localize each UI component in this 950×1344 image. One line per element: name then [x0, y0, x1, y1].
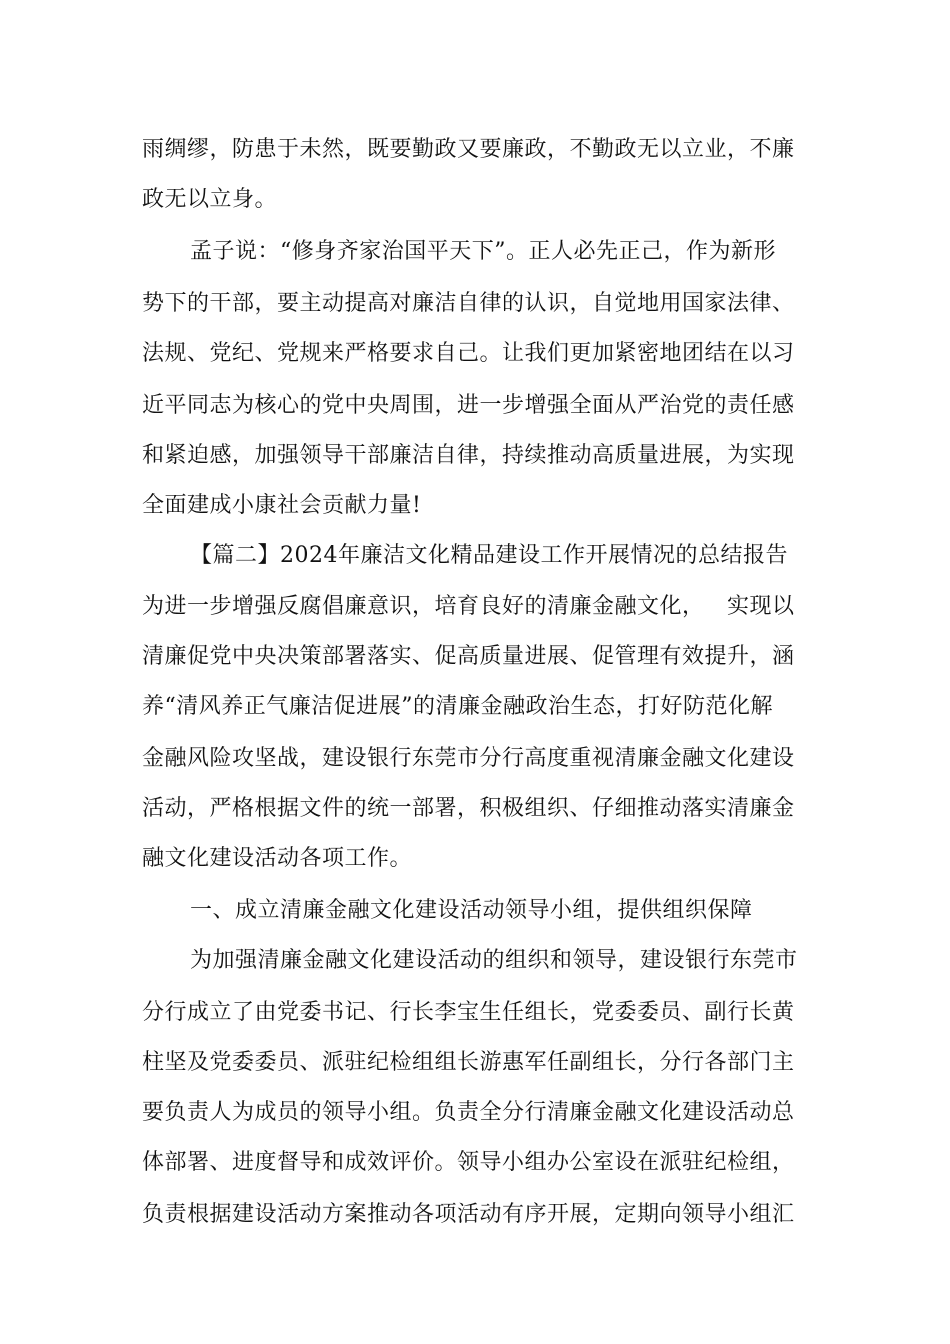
text-line: 为加强清廉金融文化建设活动的组织和领导，建设银行东莞市: [190, 948, 798, 973]
subsection-heading: 一、成立清廉金融文化建设活动领导小组，提供组织保障: [190, 898, 753, 923]
text-line: 孟子说：“修身齐家治国平天下”。正人必先正己，作为新形: [190, 239, 776, 264]
text-line: 势下的干部，要主动提高对廉洁自律的认识，自觉地用国家法律、: [142, 291, 795, 316]
text-line: 法规、党纪、党规来严格要求自己。让我们更加紧密地团结在以习: [142, 341, 795, 366]
text-line: 融文化建设活动各项工作。: [142, 846, 413, 871]
text-line: 柱坚及党委委员、派驻纪检组组长游惠军任副组长，分行各部门主: [142, 1050, 795, 1075]
text-line: 清廉促党中央决策部署落实、促高质量进展、促管理有效提升，涵: [142, 644, 795, 669]
text-line: 金融风险攻坚战，建设银行东莞市分行高度重视清廉金融文化建设: [142, 746, 795, 771]
text-line: 养“清风养正气廉洁促进展”的清廉金融政治生态，打好防范化解: [142, 694, 773, 719]
text-line: 分行成立了由党委书记、行长李宝生任组长，党委委员、副行长黄: [142, 1000, 795, 1025]
text-line: 雨绸缪，防患于未然，既要勤政又要廉政，不勤政无以立业，不廉: [142, 137, 795, 162]
text-line: 活动，严格根据文件的统一部署，积极组织、仔细推动落实清廉金: [142, 796, 795, 821]
text-line: 负责根据建设活动方案推动各项活动有序开展，定期向领导小组汇: [142, 1202, 795, 1227]
text-line: 近平同志为核心的党中央周围，进一步增强全面从严治党的责任感: [142, 393, 795, 418]
section-heading: 【篇二】2024年廉洁文化精品建设工作开展情况的总结报告: [190, 543, 788, 568]
text-line: 体部署、进度督导和成效评价。领导小组办公室设在派驻纪检组，: [142, 1150, 795, 1175]
text-line: 为进一步增强反腐倡廉意识，培育良好的清廉金融文化， 实现以: [142, 594, 795, 619]
text-line: 政无以立身。: [142, 187, 278, 212]
text-line: 全面建成小康社会贡献力量!: [142, 493, 422, 518]
text-line: 和紧迫感，加强领导干部廉洁自律，持续推动高质量进展，为实现: [142, 443, 795, 468]
text-line: 要负责人为成员的领导小组。负责全分行清廉金融文化建设活动总: [142, 1100, 795, 1125]
